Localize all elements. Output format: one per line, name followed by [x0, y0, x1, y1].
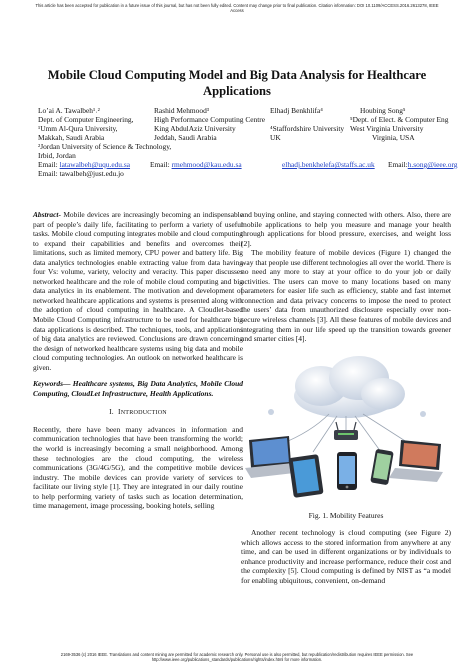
- footer-line-1: 2169-3536 (c) 2016 IEEE. Translations and content mining are permitted for academic research only. Personal use is also permitted, but republication/redistribution requires IEEE permission. See: [60, 652, 414, 657]
- email-4-group: [388, 161, 458, 170]
- figure-1: [241, 352, 451, 508]
- author-3-affil-3: UK: [270, 132, 281, 142]
- author-3-affil-2: ⁴Staffordshire University: [270, 123, 345, 133]
- phone-icon: [370, 448, 394, 485]
- author-4-affil-1: ⁵Dept. of Elect. & Computer Eng: [350, 114, 449, 124]
- email-label: Email:: [38, 160, 58, 169]
- right-paragraph-1: and buying online, and staying connected with others. Also, there are mobile applications to help you measure and manage your health through applications for blood pressure, exercises, and weight loss [2].: [241, 210, 451, 248]
- title-line-2: Applications: [203, 83, 271, 98]
- paper-title: [20, 68, 454, 99]
- author-2-affil-1: High Performance Computing Centre: [154, 114, 266, 124]
- section-heading: [33, 407, 243, 419]
- author-1-affil-4: ²Jordan University of Science & Technology,: [38, 141, 172, 151]
- right-paragraph-3: Another recent technology is cloud computing (see Figure 2) which allows access to the stored information from anywhere at any time, and can be used in different organizations or by individuals to enhance productivity and increase performance, reduce their cost and the complexity [5]. Cloud computing is defined by NIST as “a model for enabling ubiquitous, convenient, on-demand: [241, 528, 451, 585]
- author-4-affil-3: Virginia, USA: [372, 132, 415, 142]
- author-1: [38, 107, 171, 160]
- left-column: [33, 210, 243, 511]
- author-3: [270, 107, 344, 143]
- mobility-illustration: [241, 352, 451, 508]
- signal-dot-icon: [268, 409, 274, 415]
- abstract: [33, 210, 243, 372]
- figure-caption: Fig. 1. Mobility Features: [308, 510, 384, 520]
- email-label: Email:: [38, 169, 58, 178]
- cloud-icon: [294, 356, 405, 418]
- tablet-icon: [288, 454, 323, 498]
- email-5: tawalbeh@just.edu.jo: [59, 169, 124, 178]
- author-4: [350, 107, 448, 143]
- banner-line-1: This article has been accepted for publication in a future issue of this journal, but has not been fully edited. Content may change prior to final publication. Citation information: DOI 10.1109/ACCESS.2016.2613278, IEEE: [35, 3, 439, 8]
- right-column: [241, 210, 451, 585]
- journal-banner: [10, 3, 464, 14]
- section-number: I.: [109, 407, 114, 417]
- author-2: [154, 107, 265, 143]
- section-first-letter: I: [118, 407, 121, 417]
- notebook-icon: [389, 440, 443, 482]
- email-3-group: [282, 161, 375, 170]
- author-2-name: Rashid Mehmood³: [154, 106, 209, 115]
- email-link-4[interactable]: h.song@ieee.org: [407, 160, 458, 169]
- author-3-name: Elhadj Benkhlifa⁴: [270, 106, 323, 115]
- title-line-1: Mobile Cloud Computing Model and Big Data Analysis for Healthcare: [47, 68, 427, 82]
- author-4-name: Houbing Song⁵: [360, 106, 406, 115]
- email-link-3[interactable]: elhadj.benkhelefa@staffs.ac.uk: [282, 160, 375, 169]
- email-link-2[interactable]: rmehmood@kau.edu.sa: [171, 160, 242, 169]
- email-row-2: [38, 170, 124, 179]
- email-label: Email:: [150, 160, 170, 169]
- author-2-affil-3: Jeddah, Saudi Arabia: [154, 132, 217, 142]
- author-1-affil-1: Dept. of Computer Engineering,: [38, 114, 134, 124]
- signal-dot-icon: [420, 411, 426, 417]
- footer-line-2: http://www.ieee.org/publications_standards/publications/rights/index.html for more information.: [151, 657, 323, 663]
- right-paragraph-2: The mobility feature of mobile devices (Figure 1) changed the way that people use different technologies all over the world. There is no need any more to stay at your office to do your job or daily activities. The users can move to many locations based on many parameters for easier life such as efficiency, stable and fast internet connection and data privacy concerns to impose the need to protect the users’ data from unauthorized disclosure especially over non-secure wireless channels [3]. All these features of mobile devices and integrating them in our life speed up the transition towards greener and smarter cities [4].: [241, 248, 451, 344]
- smartphone-icon: [337, 452, 357, 490]
- author-1-affil-3: Makkah, Saudi Arabia: [38, 132, 105, 142]
- abstract-text: Mobile devices are increasingly becoming an indispensable part of people’s daily life, facilitating to perform a variety of useful tasks. Mobile cloud computing integrates mobile and cloud computing to expand their capabilities and benefits and overcomes their limitations, such as limited memory, CPU power and battery life. Big data analytics technologies enable extracting value from data having four Vs: volume, variety, velocity and veracity. This paper discusses networked healthcare and the role of mobile cloud computing and big data analytics in its enablement. The motivation and development of networked healthcare applications and systems is presented along with the adoption of cloud computing in healthcare. A Cloudlet-based Mobile Cloud Computing infrastructure to be used for healthcare big data applications is described. The techniques, tools, and applications of big data analytics are reviewed. Conclusions are drawn concerning the design of networked healthcare systems using big data and mobile cloud computing technologies. An outlook on networked healthcare is given.: [33, 210, 243, 372]
- author-1-affil-2: ¹Umm Al-Qura University,: [38, 123, 118, 133]
- author-1-name: Lo’ai A. Tawalbeh¹˒²: [38, 106, 100, 115]
- author-2-affil-2: King AbdulAziz University: [154, 123, 236, 133]
- author-1-affil-5: Irbid, Jordan: [38, 150, 76, 160]
- abstract-lead: Abstract-: [33, 210, 61, 219]
- author-block: [38, 106, 458, 187]
- copyright-footer: [10, 652, 464, 663]
- keywords: Keywords— Healthcare systems, Big Data Analytics, Mobile Cloud Computing, CloudLet Infrastructure, Health Applications.: [33, 379, 243, 398]
- banner-line-2: Access: [230, 8, 244, 14]
- author-4-affil-2: West Virginia University: [350, 123, 424, 133]
- email-2-group: [150, 161, 242, 170]
- email-label: Email:: [388, 160, 408, 169]
- intro-paragraph: Recently, there have been many advances in information and communication technologies that have been transforming the world; the world is increasingly becoming a small neighborhood. Among these technologies are the cloud computing, the wireless communications (3G/4G/5G), and the competitive mobile devices industry. The mobile devices can provide variety of services to facilitate our living style [1]. They are integrated in our daily routine to help performing variety of tasks such as location determination, time management, image processing, booking hotels, selling: [33, 424, 243, 511]
- section-title-rest: NTRODUCTION: [120, 410, 167, 417]
- email-link-1[interactable]: latawalbeh@uqu.edu.sa: [59, 160, 131, 169]
